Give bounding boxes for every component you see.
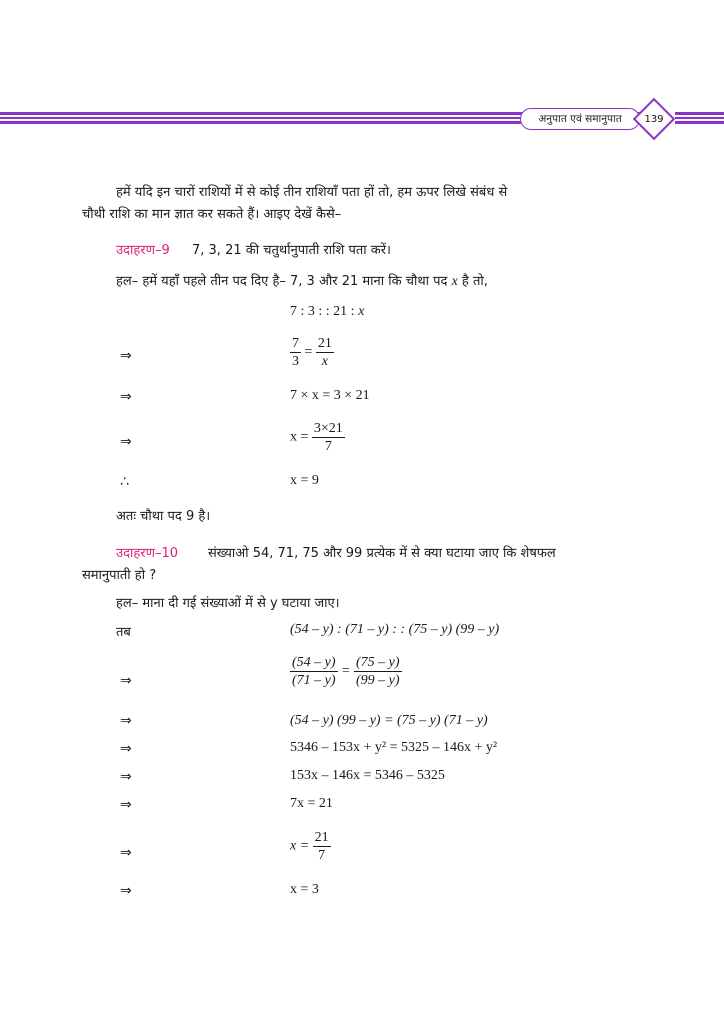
ex9-step-1: 7 : 3 : : 21 : x [290,304,365,319]
ex10-step-1: (54 – y) : (71 – y) : : (75 – y) (99 – y) [290,622,500,637]
example-10-solution-intro: हल– माना दी गई संख्याओं में से y घटाया जाए। [116,596,340,611]
page-number: 139 [644,113,664,125]
implies-icon: ⇒ [120,713,132,729]
ex9-step-2: $\frac{7}{3}$ = $\frac{21}{x}$ [292,336,332,369]
example-9-label: उदाहरण–9 [116,243,170,258]
ex10-step-8: x = 3 [290,882,319,897]
ex9-step-5: x = 9 [290,473,319,488]
ex10-step-6: 7x = 21 [290,796,333,811]
example-10-label: उदाहरण–10 [116,546,179,561]
implies-icon: ⇒ [120,741,132,757]
ex9-step-3: 7 × x = 3 × 21 [290,388,370,403]
ex10-step-2: $\frac{(54 - y)}{(71 - y)}$ = $\frac{(75 - y)}{(99 - y)}$ [292,655,400,688]
ex10-step-5: 153x – 146x = 5346 – 5325 [290,768,445,783]
implies-icon: ⇒ [120,434,132,450]
ex10-step-3: (54 – y) (99 – y) = (75 – y) (71 – y) [290,713,488,728]
implies-icon: ⇒ [120,389,132,405]
implies-icon: ⇒ [120,797,132,813]
example-10-question-line-2: समानुपाती हो ? [82,568,157,583]
ex9-step-4: x = $\frac{3\times 21}{7}$ [290,421,343,454]
chapter-title: अनुपात एवं समानुपात [520,108,640,130]
intro-line-2: चौथी राशि का मान ज्ञात कर सकते हैं। आइए देखें कैसे– [82,207,342,222]
example-10-question-line-1: संख्याओ 54, 71, 75 और 99 प्रत्येक में से क्या घटाया जाए कि शेषफल [208,546,556,561]
header-rule-right [675,112,724,124]
therefore-icon: ∴ [120,474,129,490]
implies-icon: ⇒ [120,348,132,364]
ex10-step-7: x = $\frac{21}{7}$ [290,830,329,863]
intro-line-1: हमें यदि इन चारों राशियों में से कोई तीन राशियाँ पता हों तो, हम ऊपर लिखे संबंध से [116,185,508,200]
ex10-step-4: 5346 – 153x + y² = 5325 – 146x + y² [290,740,498,755]
implies-icon: ⇒ [120,673,132,689]
implies-icon: ⇒ [120,845,132,861]
then-label: तब [116,625,131,640]
example-9-question: 7, 3, 21 की चतुर्थानुपाती राशि पता करें। [192,243,391,258]
page-number-badge [634,99,674,139]
example-9-solution-intro: हल– हमें यहाँ पहले तीन पद दिए है– 7, 3 और 21 माना कि चौथा पद x है तो, [116,274,488,289]
example-9-conclusion: अतः चौथा पद 9 है। [116,509,211,524]
implies-icon: ⇒ [120,769,132,785]
implies-icon: ⇒ [120,883,132,899]
